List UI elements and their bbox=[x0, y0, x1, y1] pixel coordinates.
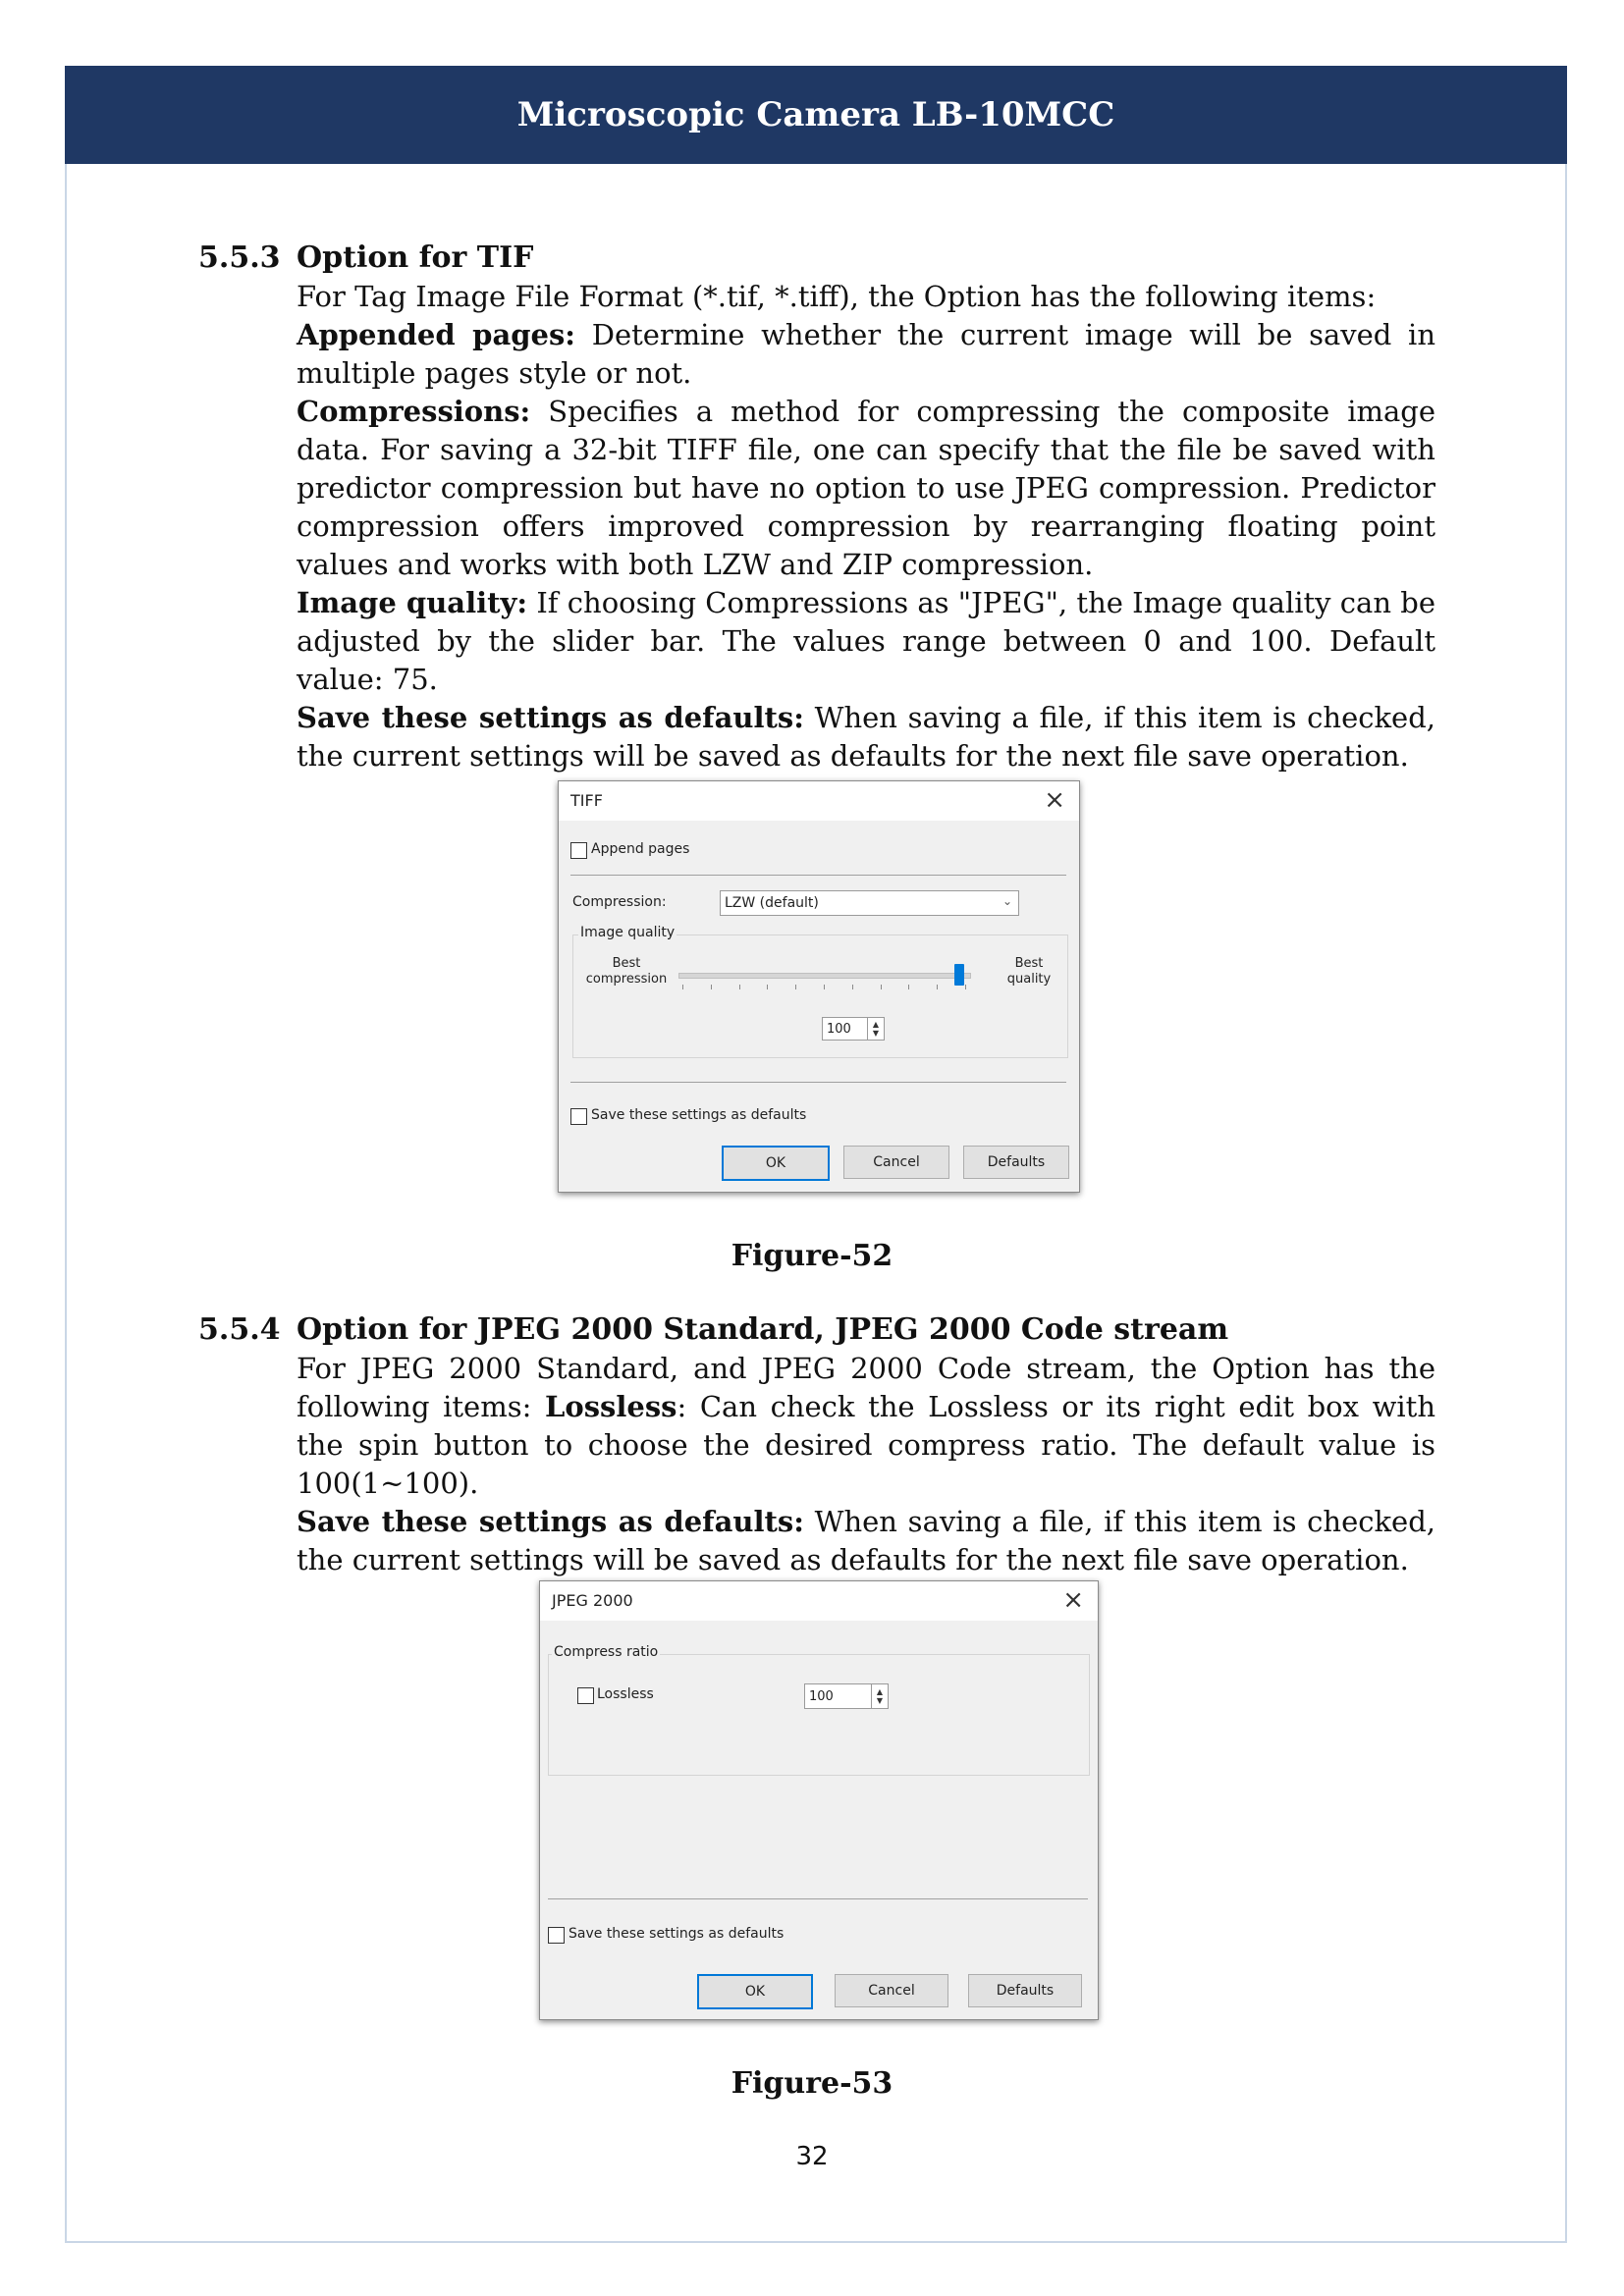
slider-tick bbox=[965, 985, 966, 989]
item-term: Appended pages: bbox=[297, 318, 575, 351]
slider-tick bbox=[881, 985, 882, 989]
lossless-checkbox[interactable] bbox=[577, 1687, 594, 1704]
ok-button[interactable]: OK bbox=[697, 1974, 813, 2009]
dialog-titlebar bbox=[540, 1581, 1098, 1621]
spin-arrows-icon[interactable]: ▲ ▼ bbox=[867, 1018, 884, 1040]
divider bbox=[548, 1898, 1088, 1899]
ok-button[interactable]: OK bbox=[722, 1146, 830, 1181]
slider-tick bbox=[795, 985, 796, 989]
append-pages-label: Append pages bbox=[591, 841, 690, 857]
section-number: 5.5.3 bbox=[198, 240, 281, 275]
item-term: Save these settings as defaults: bbox=[297, 701, 804, 734]
append-pages-checkbox[interactable] bbox=[570, 842, 587, 859]
compress-ratio-group bbox=[548, 1654, 1090, 1776]
slider-tick bbox=[908, 985, 909, 989]
item-save-defaults bbox=[297, 1503, 1435, 1579]
item-text: When saving a file, if this item is checked, the current settings will be saved as defaults for the next file save operation. bbox=[297, 1505, 1436, 1576]
section-body-553 bbox=[297, 278, 1435, 775]
quality-slider-thumb[interactable] bbox=[954, 964, 964, 986]
intro-text: For JPEG 2000 Standard, and JPEG 2000 Code stream, the Option has the following items: bbox=[297, 1352, 1435, 1423]
figure-caption: Figure-52 bbox=[731, 1239, 893, 1273]
section-title: Option for TIF bbox=[297, 240, 534, 275]
dialog-titlebar bbox=[559, 781, 1079, 821]
divider bbox=[570, 875, 1066, 876]
section-heading-553 bbox=[198, 239, 533, 278]
section-title: Option for JPEG 2000 Standard, JPEG 2000 Code stream bbox=[297, 1312, 1229, 1347]
quality-slider-track[interactable] bbox=[678, 973, 971, 979]
jpeg2000-dialog bbox=[539, 1580, 1099, 2020]
tiff-dialog bbox=[558, 780, 1080, 1193]
intro-paragraph: For Tag Image File Format (*.tif, *.tiff), the Option has the following items: bbox=[297, 280, 1377, 313]
page-header bbox=[65, 66, 1567, 164]
item-text: If choosing Compressions as "JPEG", the Image quality can be adjusted by the slider bar. The values range between 0 and 100. Default value: 75. bbox=[297, 586, 1435, 696]
quality-value-spinner[interactable] bbox=[822, 1017, 885, 1041]
slider-tick bbox=[767, 985, 768, 989]
item-term: Image quality: bbox=[297, 586, 528, 619]
item-text: : Can check the Lossless or its right edit box with the spin button to choose the desired compress ratio. The default value is 100(1~100). bbox=[297, 1390, 1435, 1500]
slider-tick bbox=[937, 985, 938, 989]
item-term: Save these settings as defaults: bbox=[297, 1505, 804, 1538]
figure-caption: Figure-53 bbox=[731, 2066, 893, 2101]
cancel-button[interactable]: Cancel bbox=[835, 1974, 948, 2007]
intro-paragraph bbox=[297, 1350, 1435, 1503]
page-number: 32 bbox=[795, 2142, 829, 2171]
compression-label: Compression: bbox=[572, 894, 667, 910]
header-title: Microscopic Camera LB-10MCC bbox=[516, 95, 1115, 134]
section-heading-554 bbox=[198, 1310, 1228, 1350]
quality-value: 100 bbox=[827, 1021, 851, 1037]
item-text: When saving a file, if this item is checked, the current settings will be saved as defaults for the next file save operation. bbox=[297, 701, 1436, 773]
slider-tick bbox=[711, 985, 712, 989]
lossless-label: Lossless bbox=[597, 1686, 654, 1702]
section-body-554 bbox=[297, 1350, 1435, 1579]
compression-value: LZW (default) bbox=[725, 895, 819, 911]
best-quality-label: Best quality bbox=[1006, 956, 1052, 987]
image-quality-label: Image quality bbox=[580, 925, 676, 940]
item-save-defaults bbox=[297, 699, 1435, 775]
defaults-button[interactable]: Defaults bbox=[963, 1146, 1069, 1179]
compress-ratio-label: Compress ratio bbox=[554, 1644, 659, 1660]
ratio-value: 100 bbox=[809, 1688, 834, 1704]
compress-ratio-spinner[interactable] bbox=[804, 1683, 889, 1709]
image-quality-group bbox=[572, 934, 1068, 1058]
defaults-button[interactable]: Defaults bbox=[968, 1974, 1082, 2007]
item-compressions bbox=[297, 393, 1435, 584]
dialog-title: TIFF bbox=[570, 791, 603, 810]
save-defaults-label: Save these settings as defaults bbox=[591, 1107, 807, 1123]
chevron-down-icon: ⌄ bbox=[1001, 894, 1012, 908]
slider-tick bbox=[852, 985, 853, 989]
item-text: Determine whether the current image will be saved in multiple pages style or not. bbox=[297, 318, 1435, 390]
compression-select[interactable] bbox=[720, 890, 1019, 916]
item-term: Lossless bbox=[544, 1390, 677, 1423]
slider-tick bbox=[682, 985, 683, 989]
close-icon[interactable]: × bbox=[1044, 785, 1065, 815]
cancel-button[interactable]: Cancel bbox=[843, 1146, 949, 1179]
spin-arrows-icon[interactable]: ▲ ▼ bbox=[871, 1684, 888, 1708]
dialog-title: JPEG 2000 bbox=[552, 1591, 633, 1610]
divider bbox=[570, 1082, 1066, 1083]
item-appended-pages bbox=[297, 316, 1435, 393]
section-number: 5.5.4 bbox=[198, 1312, 281, 1347]
save-defaults-checkbox[interactable] bbox=[570, 1108, 587, 1125]
close-icon[interactable]: × bbox=[1062, 1585, 1084, 1615]
slider-tick bbox=[824, 985, 825, 989]
item-text: Specifies a method for compressing the composite image data. For saving a 32-bit TIFF file, one can specify that the file be saved with predictor compression but have no option to use JPEG compression. Predictor compression offers improved compression by rearranging floating point values and works with both LZW and ZIP compression. bbox=[297, 395, 1435, 581]
save-defaults-checkbox[interactable] bbox=[548, 1927, 565, 1944]
save-defaults-label: Save these settings as defaults bbox=[568, 1926, 785, 1942]
slider-tick bbox=[739, 985, 740, 989]
item-term: Compressions: bbox=[297, 395, 531, 428]
best-compression-label: Best compression bbox=[585, 956, 668, 987]
item-image-quality bbox=[297, 584, 1435, 699]
